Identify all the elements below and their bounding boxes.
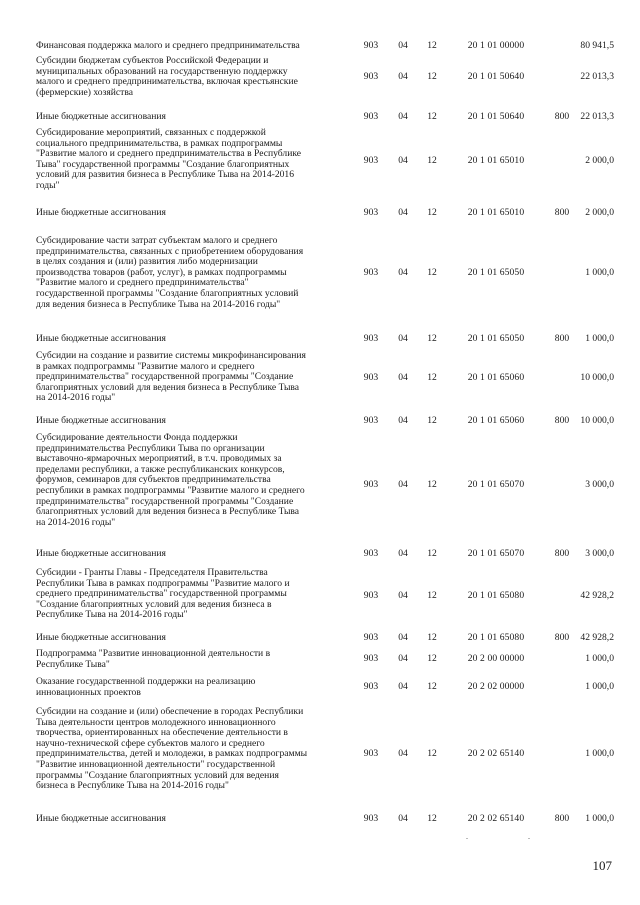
subsection-code: 12	[427, 653, 437, 664]
row-description: Иные бюджетные ассигнования	[36, 111, 166, 122]
subsection-code: 12	[427, 267, 437, 278]
ministry-code: 903	[363, 681, 379, 692]
section-code: 04	[398, 479, 408, 490]
row-description: Иные бюджетные ассигнования	[36, 415, 166, 426]
row-description: Субсидии бюджетам субъектов Российской Федерации и муниципальных образований на государственную поддержку малого и среднего предпринимательства, включая крестьянские (фермерские) хозяйства	[36, 55, 298, 98]
scan-artifact	[466, 838, 468, 839]
target-article-code: 20 1 01 50640	[467, 71, 525, 82]
section-code: 04	[398, 681, 408, 692]
target-article-code: 20 2 02 65140	[467, 813, 525, 824]
amount: 1 000,0	[585, 681, 614, 692]
amount: 42 928,2	[580, 632, 614, 643]
ministry-code: 903	[363, 632, 379, 643]
section-code: 04	[398, 207, 408, 218]
target-article-code: 20 1 01 65080	[467, 632, 525, 643]
row-description: Подпрограмма "Развитие инновационной деятельности в Республике Тыва"	[36, 648, 271, 670]
amount: 1 000,0	[585, 333, 614, 344]
row-description: Финансовая поддержка малого и среднего предпринимательства	[36, 40, 300, 51]
ministry-code: 903	[363, 71, 379, 82]
ministry-code: 903	[363, 333, 379, 344]
target-article-code: 20 2 02 00000	[467, 681, 525, 692]
amount: 1 000,0	[585, 748, 614, 759]
ministry-code: 903	[363, 155, 379, 166]
section-code: 04	[398, 653, 408, 664]
row-description: Иные бюджетные ассигнования	[36, 548, 166, 559]
target-article-code: 20 2 02 65140	[467, 748, 525, 759]
target-article-code: 20 1 01 65070	[467, 548, 525, 559]
subsection-code: 12	[427, 748, 437, 759]
subsection-code: 12	[427, 71, 437, 82]
amount: 2 000,0	[585, 155, 614, 166]
subsection-code: 12	[427, 155, 437, 166]
ministry-code: 903	[363, 653, 379, 664]
subsection-code: 12	[427, 548, 437, 559]
subsection-code: 12	[427, 333, 437, 344]
section-code: 04	[398, 548, 408, 559]
amount: 3 000,0	[585, 548, 614, 559]
amount: 80 941,5	[580, 40, 614, 51]
amount: 22 013,3	[580, 111, 614, 122]
expense-type-code: 800	[554, 207, 570, 218]
amount: 10 000,0	[580, 372, 614, 383]
target-article-code: 20 1 01 65080	[467, 590, 525, 601]
target-article-code: 20 1 01 65060	[467, 415, 525, 426]
target-article-code: 20 1 01 65050	[467, 267, 525, 278]
subsection-code: 12	[427, 415, 437, 426]
subsection-code: 12	[427, 590, 437, 601]
subsection-code: 12	[427, 207, 437, 218]
page-number: 107	[592, 858, 612, 873]
expense-type-code: 800	[554, 333, 570, 344]
subsection-code: 12	[427, 681, 437, 692]
ministry-code: 903	[363, 813, 379, 824]
section-code: 04	[398, 71, 408, 82]
subsection-code: 12	[427, 40, 437, 51]
subsection-code: 12	[427, 632, 437, 643]
target-article-code: 20 1 01 50640	[467, 111, 525, 122]
amount: 2 000,0	[585, 207, 614, 218]
target-article-code: 20 1 01 65060	[467, 372, 525, 383]
row-description: Иные бюджетные ассигнования	[36, 333, 166, 344]
section-code: 04	[398, 590, 408, 601]
section-code: 04	[398, 632, 408, 643]
row-description: Субсидии на создание и развитие системы микрофинансирования в рамках подпрограммы "Развитие малого и среднего предпринимательства" государственной программы "Создание благоприятных условий для ведения бизнеса в Республике Тыва на 2014-2016 годы"	[36, 350, 306, 404]
section-code: 04	[398, 333, 408, 344]
target-article-code: 20 2 00 00000	[467, 653, 525, 664]
row-description: Оказание государственной поддержки на реализацию инновационных проектов	[36, 676, 256, 698]
row-description: Субсидии на создание и (или) обеспечение в городах Республики Тыва деятельности центров молодежного инновационного творчества, ориентированных на обеспечение деятельности в научно-технической сфере субъектов малого и среднего предпринимательства, детей и молодежи, в рамках подпрограммы "Развитие инновационной деятельности" государственной программы "Создание благоприятных условий для ведения бизнеса в Республике Тыва на 2014-2016 годы"	[36, 706, 308, 792]
ministry-code: 903	[363, 372, 379, 383]
section-code: 04	[398, 415, 408, 426]
section-code: 04	[398, 813, 408, 824]
subsection-code: 12	[427, 479, 437, 490]
ministry-code: 903	[363, 748, 379, 759]
amount: 1 000,0	[585, 653, 614, 664]
amount: 42 928,2	[580, 590, 614, 601]
scan-artifact	[528, 838, 530, 839]
expense-type-code: 800	[554, 813, 570, 824]
ministry-code: 903	[363, 479, 379, 490]
section-code: 04	[398, 372, 408, 383]
section-code: 04	[398, 155, 408, 166]
target-article-code: 20 1 01 65070	[467, 479, 525, 490]
ministry-code: 903	[363, 40, 379, 51]
target-article-code: 20 1 01 65010	[467, 207, 525, 218]
amount: 1 000,0	[585, 267, 614, 278]
section-code: 04	[398, 111, 408, 122]
expense-type-code: 800	[554, 111, 570, 122]
ministry-code: 903	[363, 590, 379, 601]
row-description: Иные бюджетные ассигнования	[36, 207, 166, 218]
subsection-code: 12	[427, 111, 437, 122]
row-description: Иные бюджетные ассигнования	[36, 632, 166, 643]
section-code: 04	[398, 748, 408, 759]
row-description: Субсидии - Гранты Главы - Председателя Правительства Республики Тыва в рамках подпрограммы "Развитие малого и среднего предпринимательства" государственной программы "Создание благоприятных условий для ведения бизнеса в Республике Тыва на 2014-2016 годы"	[36, 567, 290, 621]
target-article-code: 20 1 01 65050	[467, 333, 525, 344]
row-description: Субсидирование части затрат субъектам малого и среднего предпринимательства, связанных с приобретением оборудования в целях создания и (или) развития либо модернизации производства товаров (работ, услуг), в рамках подпрограммы "Развитие малого и среднего предпринимательства" государственной программы "Создание благоприятных условий для ведения бизнеса в Республике Тыва на 2014-2016 годы"	[36, 235, 304, 310]
ministry-code: 903	[363, 111, 379, 122]
section-code: 04	[398, 267, 408, 278]
ministry-code: 903	[363, 548, 379, 559]
amount: 10 000,0	[580, 415, 614, 426]
subsection-code: 12	[427, 372, 437, 383]
subsection-code: 12	[427, 813, 437, 824]
expense-type-code: 800	[554, 548, 570, 559]
row-description: Иные бюджетные ассигнования	[36, 813, 166, 824]
amount: 1 000,0	[585, 813, 614, 824]
target-article-code: 20 1 01 00000	[467, 40, 525, 51]
target-article-code: 20 1 01 65010	[467, 155, 525, 166]
row-description: Субсидирование деятельности Фонда поддержки предпринимательства Республики Тыва по организации выставочно-ярмарочных мероприятий, в т.ч. проводимых за пределами республики, а также республиканских конкурсов, форумов, семинаров для субъектов предпринимательства республики в рамках подпрограммы "Развитие малого и среднего предпринимательства" государственной программы "Создание благоприятных условий для ведения бизнеса в Республике Тыва на 2014-2016 годы"	[36, 432, 305, 528]
ministry-code: 903	[363, 415, 379, 426]
ministry-code: 903	[363, 207, 379, 218]
expense-type-code: 800	[554, 415, 570, 426]
row-description: Субсидирование мероприятий, связанных с поддержкой социального предпринимательства, в рамках подпрограммы "Развитие малого и среднего предпринимательства в Республике Тыва" государственной программы "Создание благоприятных условий для развития бизнеса в Республике Тыва на 2014-2016 годы"	[36, 127, 302, 191]
amount: 3 000,0	[585, 479, 614, 490]
ministry-code: 903	[363, 267, 379, 278]
expense-type-code: 800	[554, 632, 570, 643]
amount: 22 013,3	[580, 71, 614, 82]
section-code: 04	[398, 40, 408, 51]
